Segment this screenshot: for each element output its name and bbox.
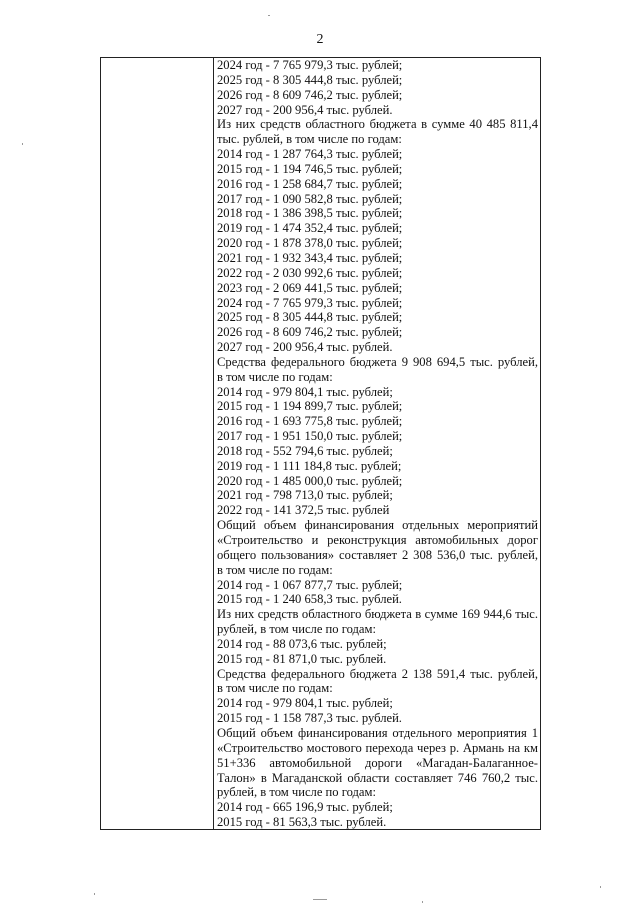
- text-line: 2016 год - 1 258 684,7 тыс. рублей;: [217, 176, 403, 191]
- text-line: 2025 год - 8 305 444,8 тыс. рублей;: [217, 72, 403, 87]
- text-line: «Строительство и реконструкция автомобильных дорог: [217, 533, 538, 547]
- text-line: 2014 год - 88 073,6 тыс. рублей;: [217, 636, 387, 651]
- text-line: 2018 год - 1 386 398,5 тыс. рублей;: [217, 206, 403, 221]
- text-line: Из них средств областного бюджета в сумме 40 485 811,4: [217, 117, 538, 132]
- text-line: рублей, в том числе по годам:: [217, 622, 376, 637]
- text-line: Талон» в Магаданской области составляет 746 760,2 тыс.: [217, 770, 538, 785]
- scan-mark: [422, 901, 423, 903]
- text-line: в том числе по годам:: [217, 562, 333, 577]
- text-line: 2014 год - 1 287 764,3 тыс. рублей;: [217, 147, 403, 162]
- text-line: Средства федерального бюджета 2 138 591,4 тыс. рублей,: [217, 666, 538, 681]
- text-line: 51+336 автомобильной дороги «Магадан-Балаганное-: [217, 755, 538, 770]
- text-line: 2027 год - 200 956,4 тыс. рублей.: [217, 102, 393, 117]
- text-line: 2015 год - 1 194 899,7 тыс. рублей;: [217, 399, 403, 414]
- text-line: «Строительство мостового перехода через р. Армань на км: [217, 740, 538, 755]
- text-line: 2014 год - 665 196,9 тыс. рублей;: [217, 800, 393, 815]
- text-line: 2015 год - 81 563,3 тыс. рублей.: [217, 815, 387, 830]
- text-line: в том числе по годам:: [217, 369, 333, 384]
- scan-mark: [22, 143, 23, 145]
- text-line: 2015 год - 1 240 658,3 тыс. рублей.: [217, 592, 402, 607]
- text-line: Общий объем финансирования отдельного мероприятия 1: [217, 725, 538, 740]
- text-line: Из них средств областного бюджета в сумме 169 944,6 тыс.: [217, 607, 538, 622]
- scan-mark: [94, 893, 95, 895]
- scan-mark: [600, 886, 601, 888]
- text-line: рублей, в том числе по годам:: [217, 785, 376, 800]
- text-line: 2023 год - 2 069 441,5 тыс. рублей;: [217, 280, 403, 295]
- scan-mark: [313, 899, 327, 900]
- text-line: 2018 год - 552 794,6 тыс. рублей;: [217, 443, 393, 458]
- text-line: 2026 год - 8 609 746,2 тыс. рублей;: [217, 325, 403, 340]
- text-line: 2020 год - 1 878 378,0 тыс. рублей;: [217, 236, 403, 251]
- text-line: 2020 год - 1 485 000,0 тыс. рублей;: [217, 473, 403, 488]
- text-line: 2019 год - 1 111 184,8 тыс. рублей;: [217, 458, 402, 473]
- text-line: общего пользования» составляет 2 308 536,0 тыс. рублей,: [217, 547, 538, 562]
- text-line: 2016 год - 1 693 775,8 тыс. рублей;: [217, 414, 403, 429]
- text-line: 2014 год - 979 804,1 тыс. рублей;: [217, 384, 393, 399]
- text-line: 2022 год - 2 030 992,6 тыс. рублей;: [217, 265, 403, 280]
- text-line: 2025 год - 8 305 444,8 тыс. рублей;: [217, 310, 403, 325]
- scan-mark: [268, 15, 270, 16]
- text-line: 2022 год - 141 372,5 тыс. рублей: [217, 503, 390, 518]
- text-line: 2021 год - 798 713,0 тыс. рублей;: [217, 488, 393, 503]
- table-right-cell-text: [217, 58, 538, 830]
- text-line: в том числе по годам:: [217, 681, 333, 696]
- text-line: 2017 год - 1 951 150,0 тыс. рублей;: [217, 429, 403, 444]
- text-line: 2014 год - 1 067 877,7 тыс. рублей;: [217, 577, 403, 592]
- text-line: 2015 год - 1 158 787,3 тыс. рублей.: [217, 711, 402, 726]
- text-line: 2027 год - 200 956,4 тыс. рублей.: [217, 340, 393, 355]
- page-number: 2: [316, 32, 324, 47]
- text-line: 2014 год - 979 804,1 тыс. рублей;: [217, 696, 393, 711]
- text-line: 2017 год - 1 090 582,8 тыс. рублей;: [217, 191, 403, 206]
- text-line: Средства федерального бюджета 9 908 694,5 тыс. рублей,: [217, 354, 538, 369]
- text-line: Общий объем финансирования отдельных мероприятий: [217, 518, 538, 533]
- table-column-divider: [213, 57, 214, 830]
- text-line: 2021 год - 1 932 343,4 тыс. рублей;: [217, 250, 403, 265]
- text-line: 2019 год - 1 474 352,4 тыс. рублей;: [217, 221, 403, 236]
- text-line: тыс. рублей, в том числе по годам:: [217, 132, 402, 147]
- text-line: 2015 год - 1 194 746,5 тыс. рублей;: [217, 161, 403, 176]
- text-line: 2024 год - 7 765 979,3 тыс. рублей;: [217, 58, 403, 72]
- text-line: 2015 год - 81 871,0 тыс. рублей.: [217, 651, 387, 666]
- text-line: 2024 год - 7 765 979,3 тыс. рублей;: [217, 295, 403, 310]
- text-line: 2026 год - 8 609 746,2 тыс. рублей;: [217, 87, 403, 102]
